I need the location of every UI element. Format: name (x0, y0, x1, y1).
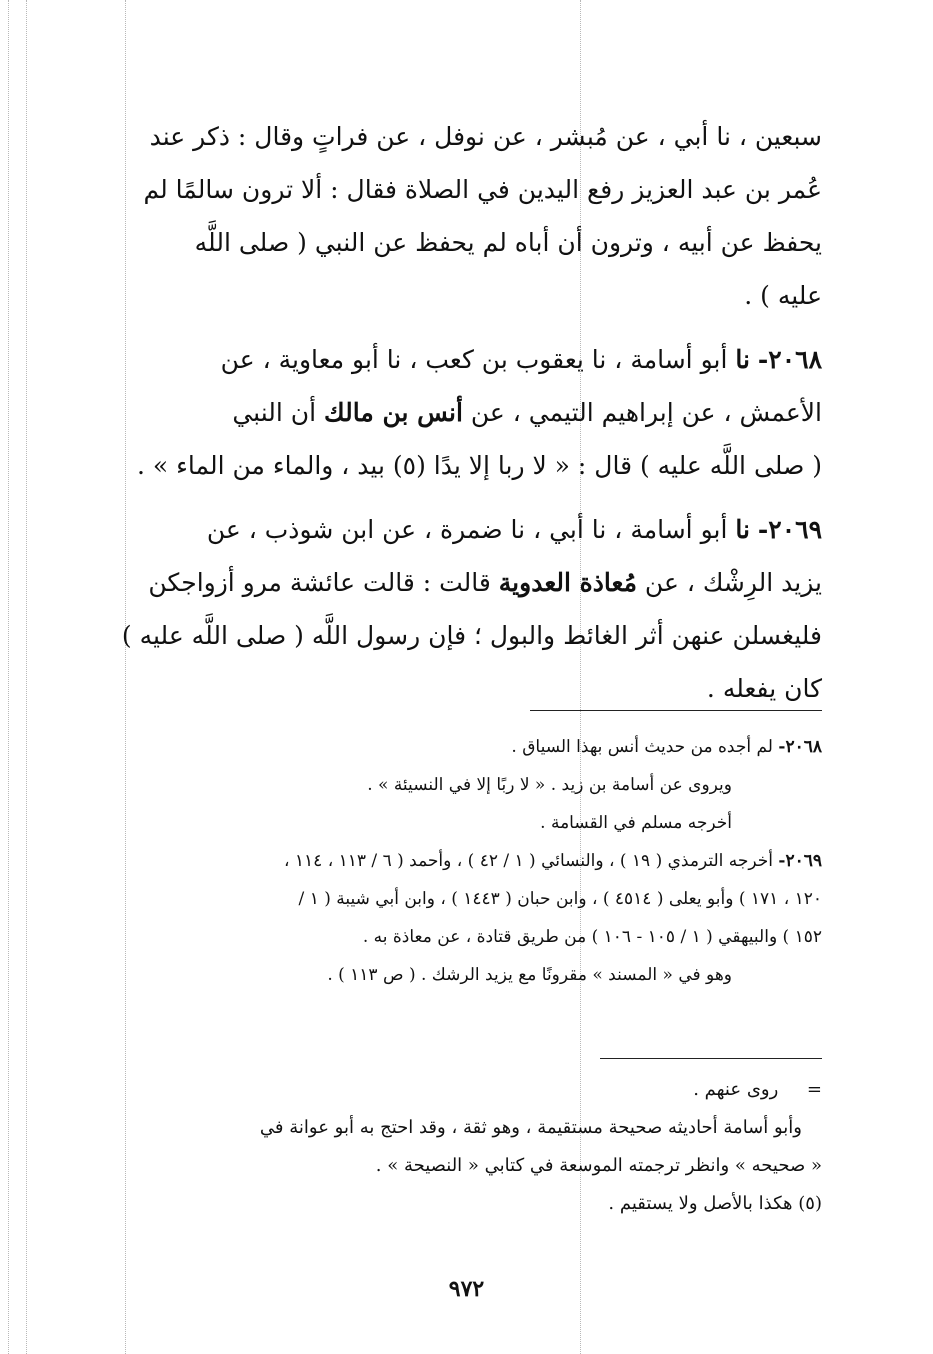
scan-guide-line (26, 0, 27, 1354)
text-line: الأعمش ، عن إبراهيم التيمي ، عن (470, 398, 822, 427)
text-line: كان يفعله . (706, 674, 822, 703)
main-text (110, 110, 822, 715)
note-continuation (110, 1071, 822, 1109)
footnote-number: ٢٠٦٨- (778, 737, 822, 757)
note-line: روى عنهم . (693, 1079, 779, 1100)
note-divider (600, 1058, 822, 1059)
note-5 (110, 1185, 822, 1223)
scan-guide-line (8, 0, 9, 1354)
text-line: أبو أسامة ، نا أبي ، نا ضمرة ، عن ابن شوذب ، عن (206, 515, 728, 544)
marginal-notes (110, 1071, 822, 1223)
text-line: عليه ) . (744, 281, 822, 310)
text-line: أبو أسامة ، نا يعقوب بن كعب ، نا أبو معاوية ، عن (220, 345, 728, 374)
hadith-number: ٢٠٦٨- (757, 345, 822, 374)
page-number: ٩٧٢ (448, 1276, 485, 1302)
footnote-line: وهو في « المسند » مقرونًا مع يزيد الرشك . ( ص ١١٣ ) . (327, 965, 732, 985)
paragraph-continuation (110, 110, 822, 322)
hadith-number: ٢٠٦٩- (757, 515, 822, 544)
footnote-2069 (110, 842, 822, 956)
note-line: هكذا بالأصل ولا يستقيم . (608, 1193, 793, 1214)
hadith-2068 (110, 333, 822, 492)
text-line: يحفظ عن أبيه ، وترون أن أباه لم يحفظ عن النبي ( صلى اللَّه (194, 228, 822, 257)
footnote-line: أخرجه الترمذي ( ١٩ ) ، والنسائي ( ١ / ٤٢ ) ، وأحمد ( ٦ / ١١٣ ، ١١٤ ، (284, 851, 773, 871)
note-line: وأبو أسامة أحاديثه صحيحة مستقيمة ، وهو ثقة ، وقد احتج به أبو عوانة في (259, 1117, 802, 1138)
footnote-2068 (110, 728, 822, 766)
note-line: « صحيحه » وانظر ترجمته الموسعة في كتابي « النصيحة » . (375, 1155, 822, 1176)
hadith-lead: نا (735, 515, 750, 544)
text-line: سبعين ، نا أبي ، عن مُبشر ، عن نوفل ، عن فراتٍ وقال : ذكر عند (149, 122, 822, 151)
footnote-line: لم أجده من حديث أنس بهذا السياق . (511, 737, 773, 757)
text-line: فليغسلن عنهن أثر الغائط والبول ؛ فإن رسول اللَّه ( صلى اللَّه عليه ) (121, 621, 822, 650)
hadith-2069 (110, 503, 822, 715)
text-line: عُمر بن عبد العزيز رفع اليدين في الصلاة فقال : ألا ترون سالمًا لم (143, 175, 822, 204)
text-line: قالت : قالت عائشة مرو أزواجكن (148, 568, 491, 597)
footnote-line: ويروى عن أسامة بن زيد . « لا ربًا إلا في النسيئة » . (367, 775, 732, 795)
footnote-number: ٢٠٦٩- (778, 851, 822, 871)
continuation-marker: = (806, 1079, 822, 1100)
footnote-line: ١٥٢ ) والبيهقي ( ١ / ١٠٥ - ١٠٦ ) من طريق قتادة ، عن معاذة به . (362, 927, 822, 947)
footnotes (110, 728, 822, 994)
text-line: ( صلى اللَّه عليه ) قال : « لا ربا إلا يدًا (٥) بيد ، والماء من الماء » . (137, 451, 822, 480)
footnote-divider (530, 710, 822, 711)
note-marker: (٥) (798, 1193, 822, 1214)
hadith-lead: نا (735, 345, 750, 374)
footnote-line: أخرجه مسلم في القسامة . (540, 813, 732, 833)
footnote-line: ١٢٠ ، ١٧١ ) وأبو يعلى ( ٤٥١٤ ) ، وابن حبان ( ١٤٤٣ ) ، وابن أبي شيبة ( ١ / (298, 889, 822, 909)
text-line: يزيد الرِشْك ، عن (644, 568, 822, 597)
narrator-name: مُعاذة العدوية (498, 568, 637, 597)
narrator-name: أنس بن مالك (324, 398, 463, 427)
text-line: أن النبي (232, 398, 317, 427)
